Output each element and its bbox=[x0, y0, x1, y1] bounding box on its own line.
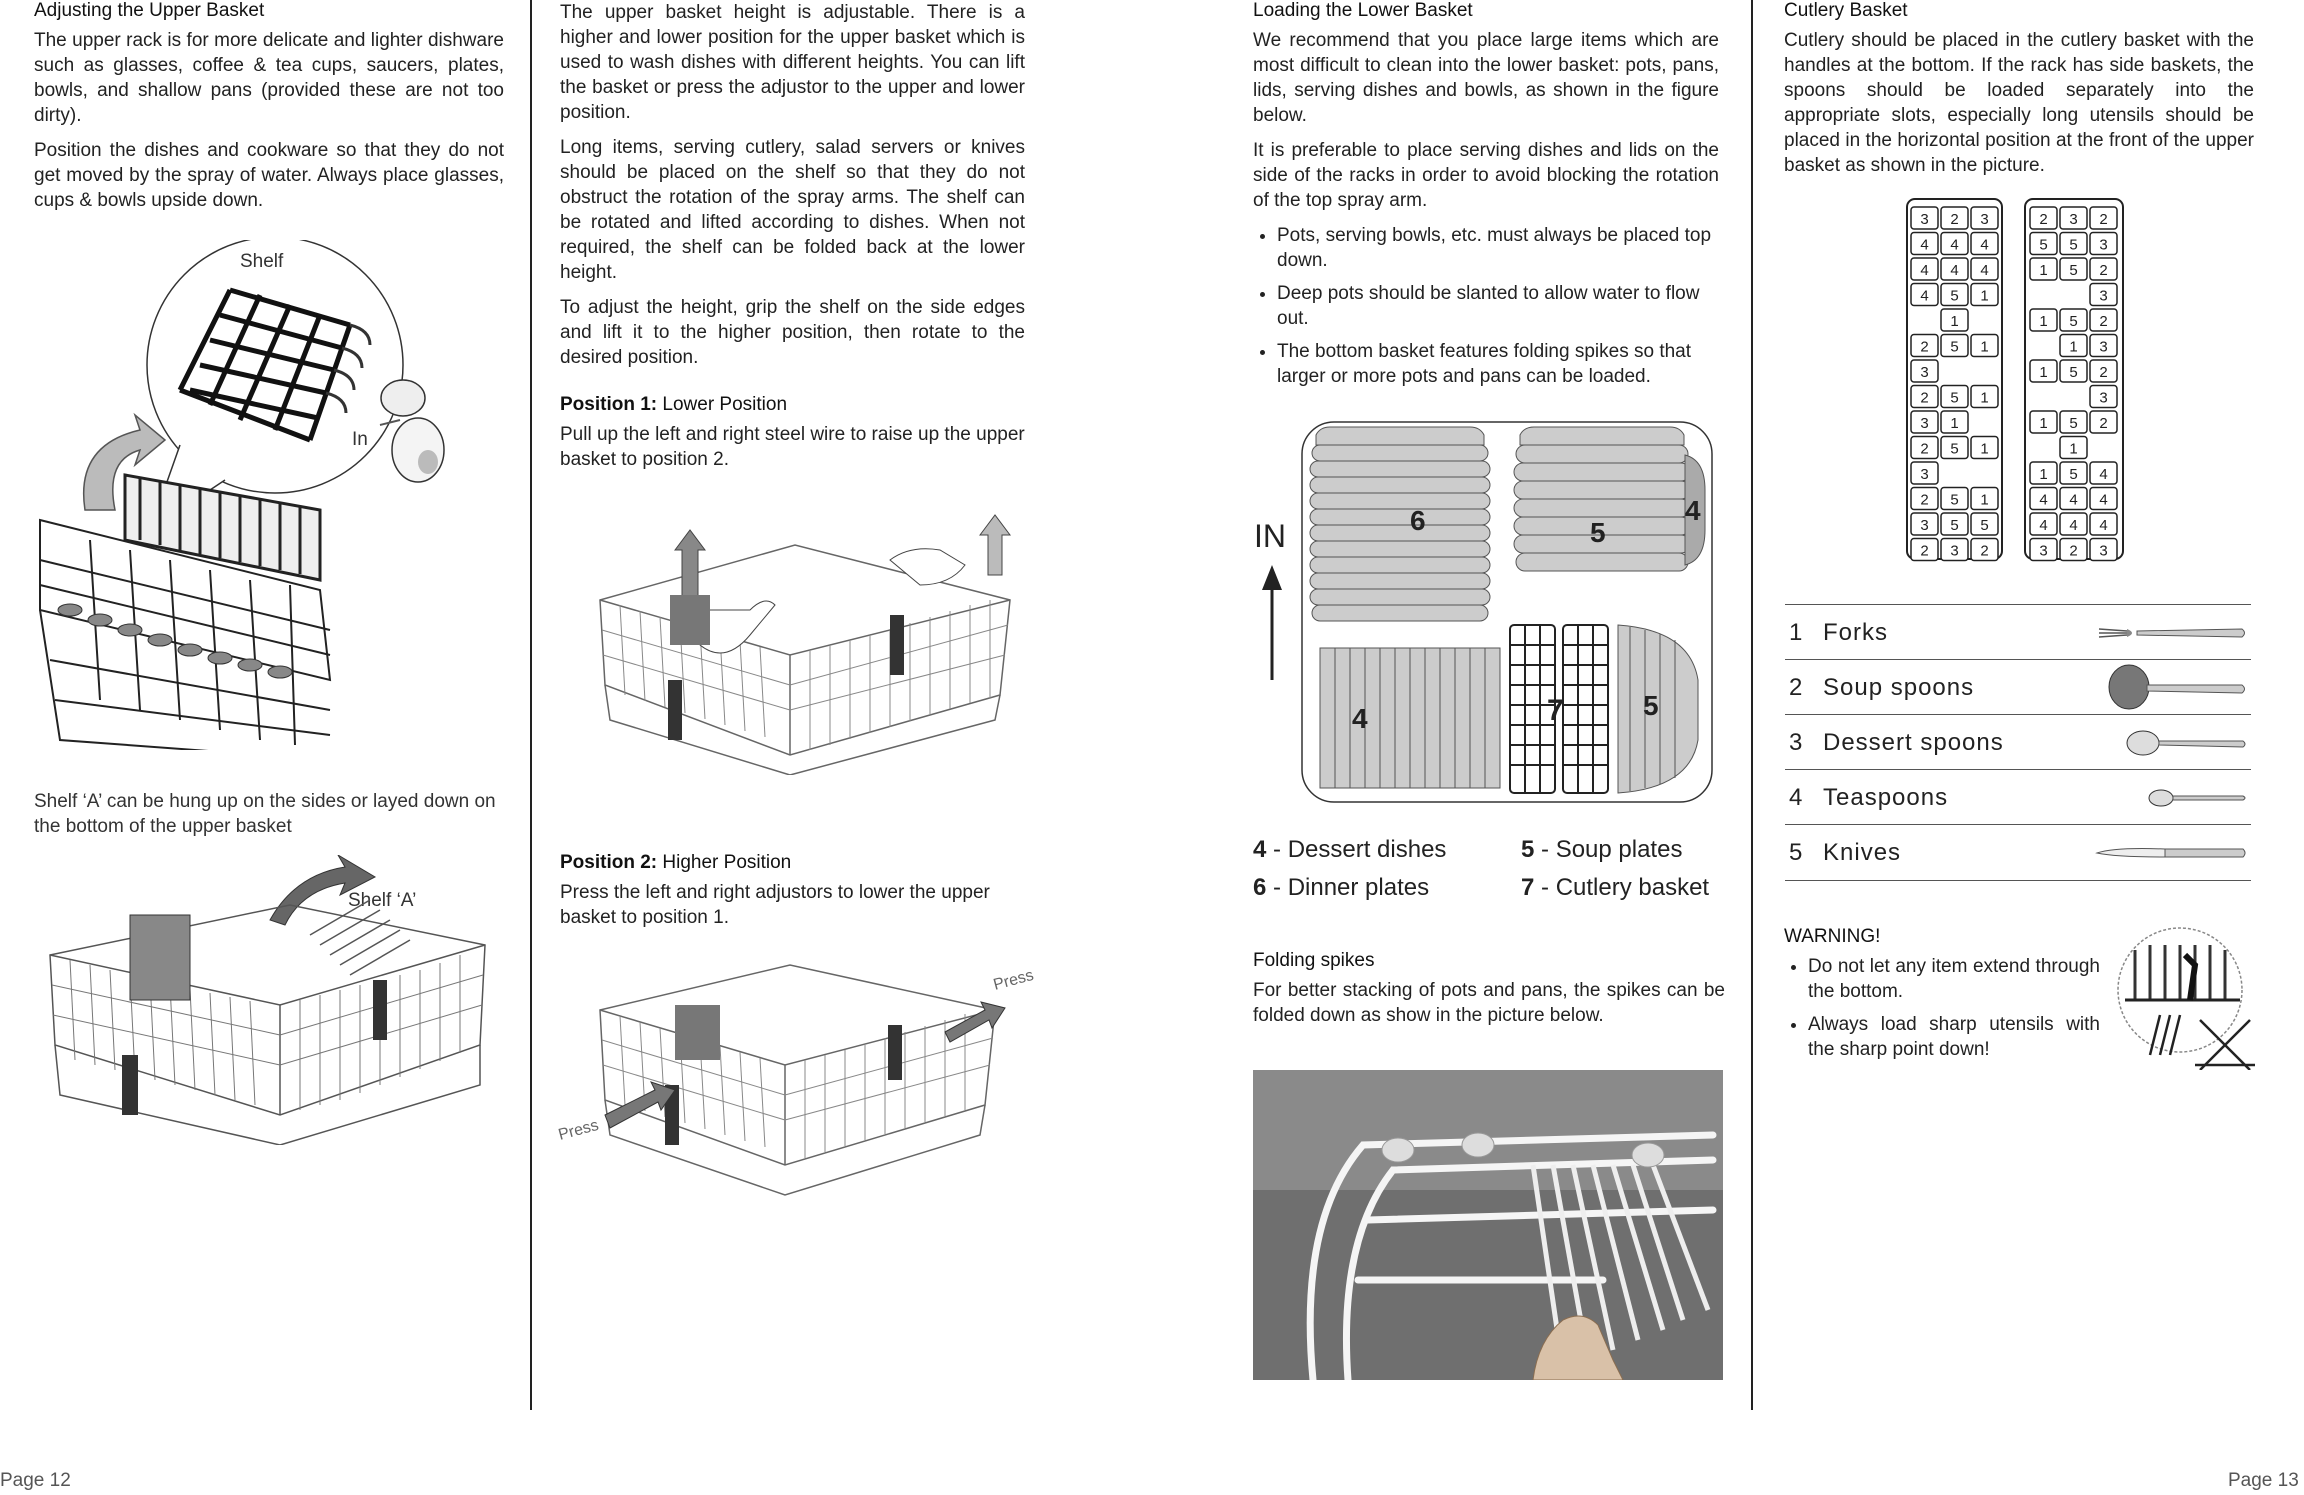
caption-text: Shelf ‘A’ can be hung up on the sides or layed down on the bottom of the upper basket bbox=[34, 791, 496, 837]
para-cutlery: Cutlery should be placed in the cutlery basket with the handles at the bottom. If the rack has side baskets, the spoons should be loaded separately into the appropriate slots, especially long utensils should be placed in the horizontal position at the front of the upper basket as shown in the picture. bbox=[1784, 30, 2254, 176]
basket-cell-label: 4 bbox=[1950, 236, 1959, 254]
shelf-a-illustration bbox=[40, 855, 500, 1145]
basket-cell-label: 4 bbox=[2069, 491, 2078, 509]
column-2 bbox=[560, 0, 1025, 482]
basket-cell-label: 2 bbox=[1950, 211, 1959, 228]
legend-dessert-dishes bbox=[1253, 836, 1446, 864]
basket-cell-label: 3 bbox=[1980, 211, 1989, 228]
para-adjust-height: To adjust the height, grip the shelf on the side edges and lift it to the higher position, then rotate to the desired position. bbox=[560, 297, 1025, 368]
warning-item: • Always load sharp utensils with the sharp point down! bbox=[1808, 1012, 2100, 1062]
cutlery-num: 5 bbox=[1789, 839, 1804, 866]
legend-num: 4 bbox=[1253, 836, 1267, 863]
legend-text: - Soup plates bbox=[1534, 836, 1683, 863]
cutlery-row-teaspoons bbox=[1785, 769, 2251, 825]
basket-cell-label: 4 bbox=[2069, 517, 2078, 534]
basket-cell-label: 4 bbox=[1920, 287, 1929, 305]
basket-shelf-illustration bbox=[30, 240, 500, 750]
basket-cell-label: 3 bbox=[2069, 211, 2078, 228]
position-1-heading bbox=[560, 394, 1025, 416]
basket-cell-label: 3 bbox=[2099, 287, 2108, 305]
basket-cell-label: 4 bbox=[2039, 517, 2048, 534]
basket-cell-label: 3 bbox=[1950, 542, 1959, 560]
para-large-items: We recommend that you place large items which are most difficult to clean into the lower basket: pots, pans, lids, serving dishes and bowls, as shown in the figure below. bbox=[1253, 30, 1719, 126]
basket-cell-label: 5 bbox=[2069, 262, 2078, 279]
basket-cell-label: 1 bbox=[2069, 440, 2078, 458]
basket-cell-label: 1 bbox=[1980, 440, 1989, 458]
position-2-illustration bbox=[555, 950, 1035, 1210]
basket-cell-label: 1 bbox=[2039, 466, 2048, 483]
basket-cell-label: 2 bbox=[1980, 542, 1989, 560]
position-2-label: Position 2: bbox=[560, 852, 658, 873]
figure-upper-basket-shelf bbox=[30, 240, 500, 750]
cutlery-num: 4 bbox=[1789, 784, 1804, 811]
basket-cell-label: 3 bbox=[1920, 415, 1929, 432]
cutlery-row-dessert-spoons bbox=[1785, 714, 2251, 770]
para-long-items: Long items, serving cutlery, salad servers or knives should be placed on the shelf so that they do not obstruct the rotation of the spray arms. The shelf can be rotated and lifted according to dishes. When not required, the shelf can be folded back at the lower height. bbox=[560, 137, 1025, 283]
shelf-label: Shelf bbox=[240, 251, 284, 272]
basket-cell-label: 1 bbox=[2039, 364, 2048, 381]
bullet-item: • The bottom basket features folding spikes so that larger or more pots and pans can be loaded. bbox=[1277, 339, 1719, 389]
cutlery-legend bbox=[1785, 604, 2251, 884]
diagram-num-7: 7 bbox=[1547, 694, 1564, 727]
basket-cell-label: 1 bbox=[2039, 313, 2048, 330]
basket-cell-label: 1 bbox=[2039, 262, 2048, 279]
cutlery-name: Soup spoons bbox=[1823, 674, 1975, 701]
para-upper-rack: The upper rack is for more delicate and lighter dishware such as glasses, coffee & tea cups, saucers, plates, bowls, and shallow pans (provided these are not too dirty). bbox=[34, 30, 504, 126]
cutlery-name: Teaspoons bbox=[1823, 784, 1949, 811]
basket-cell-label: 1 bbox=[2069, 338, 2078, 356]
shelf-a-label: Shelf ‘A’ bbox=[348, 890, 417, 911]
legend-num: 7 bbox=[1521, 874, 1535, 901]
press-label-left: Press bbox=[556, 1116, 601, 1144]
sharp-utensil-warning-icon bbox=[2115, 925, 2255, 1070]
cutlery-basket-diagram bbox=[1905, 197, 2125, 562]
basket-cell-label: 4 bbox=[1980, 262, 1989, 279]
basket-cell-label: 2 bbox=[2099, 313, 2108, 330]
basket-cell-label: 1 bbox=[1980, 338, 1989, 356]
page-number-right: Page 13 bbox=[2228, 1470, 2299, 1491]
position-2-text: Press the left and right adjustors to lower the upper basket to position 1. bbox=[560, 882, 990, 928]
folding-spikes-heading: Folding spikes bbox=[1253, 950, 1375, 971]
figure-position-2 bbox=[555, 950, 1035, 1210]
basket-cell-label: 4 bbox=[2099, 491, 2108, 509]
figure-shelf-a-basket bbox=[40, 855, 500, 1145]
position-1-label: Position 1: bbox=[560, 394, 658, 415]
basket-cell-label: 4 bbox=[2039, 491, 2048, 509]
legend-dinner-plates bbox=[1253, 874, 1429, 902]
basket-cell-label: 5 bbox=[1980, 517, 1989, 534]
legend-num: 5 bbox=[1521, 836, 1535, 863]
basket-cell-label: 2 bbox=[2099, 415, 2108, 432]
press-label-right: Press bbox=[991, 966, 1035, 994]
basket-cell-label: 4 bbox=[2099, 466, 2108, 483]
cutlery-name: Dessert spoons bbox=[1823, 729, 2004, 756]
basket-cell-label: 2 bbox=[2039, 211, 2048, 228]
basket-cell-label: 3 bbox=[1920, 466, 1929, 483]
cutlery-num: 1 bbox=[1789, 619, 1804, 646]
page-divider-right bbox=[1751, 0, 1753, 1410]
legend-num: 6 bbox=[1253, 874, 1267, 901]
cutlery-row-knives bbox=[1785, 824, 2251, 881]
warning-item: • Do not let any item extend through the bottom. bbox=[1808, 954, 2100, 1004]
legend-text: - Dessert dishes bbox=[1266, 836, 1447, 863]
page-number-left: Page 12 bbox=[0, 1470, 71, 1491]
column-4 bbox=[1784, 0, 2254, 188]
basket-cell-label: 2 bbox=[2099, 211, 2108, 228]
teaspoon-icon bbox=[2147, 786, 2247, 810]
warning-list bbox=[1784, 954, 2100, 1062]
legend-cutlery-basket bbox=[1521, 874, 1709, 902]
column-3 bbox=[1253, 0, 1719, 397]
para-serving-dishes: It is preferable to place serving dishes and lids on the side of the racks in order to avoid blocking the rotation of the top spray arm. bbox=[1253, 140, 1719, 211]
figure-position-1 bbox=[590, 505, 1020, 775]
basket-cell-label: 5 bbox=[1950, 389, 1959, 407]
folding-spikes-block bbox=[1253, 950, 1725, 1038]
lower-basket-bullets bbox=[1253, 223, 1719, 389]
diagram-num-4-right: 4 bbox=[1685, 495, 1701, 526]
position-1-title: Lower Position bbox=[657, 394, 788, 415]
legend-text: - Dinner plates bbox=[1266, 874, 1430, 901]
bullet-item: • Deep pots should be slanted to allow water to flow out. bbox=[1277, 281, 1719, 331]
caption-shelf-a bbox=[34, 789, 514, 849]
heading-loading-lower-basket: Loading the Lower Basket bbox=[1253, 0, 1473, 21]
bullet-item: • Pots, serving bowls, etc. must always be placed top down. bbox=[1277, 223, 1719, 273]
page-divider-left bbox=[530, 0, 532, 1410]
warning-block bbox=[1784, 926, 2100, 1070]
basket-cell-label: 4 bbox=[1920, 236, 1929, 254]
basket-cell-label: 3 bbox=[2099, 542, 2108, 560]
basket-cell-label: 4 bbox=[2099, 517, 2108, 534]
basket-cell-label: 1 bbox=[1980, 287, 1989, 305]
basket-cell-label: 2 bbox=[2069, 542, 2078, 560]
basket-cell-label: 4 bbox=[1920, 262, 1929, 279]
basket-cell-label: 2 bbox=[1920, 440, 1929, 458]
basket-cell-label: 5 bbox=[2069, 236, 2078, 254]
diagram-num-6: 6 bbox=[1410, 505, 1426, 536]
basket-cell-label: 1 bbox=[1950, 313, 1959, 330]
para-position-dishes: Position the dishes and cookware so that they do not get moved by the spray of water. Always place glasses, cups & bowls upside down. bbox=[34, 140, 504, 211]
column-1 bbox=[34, 0, 504, 223]
para-basket-adjustable: The upper basket height is adjustable. There is a higher and lower position for the upper basket which is used to wash dishes with different heights. You can lift the basket or press the adjustor to the upper and lower position. bbox=[560, 2, 1025, 123]
heading-adjusting-upper-basket: Adjusting the Upper Basket bbox=[34, 0, 265, 21]
diagram-num-5-bottom: 5 bbox=[1643, 690, 1659, 721]
basket-cell-label: 5 bbox=[1950, 338, 1959, 356]
diagram-num-4-left: 4 bbox=[1352, 703, 1368, 734]
folding-spikes-text: For better stacking of pots and pans, the spikes can be folded down as show in the picture below. bbox=[1253, 980, 1725, 1026]
cutlery-num: 3 bbox=[1789, 729, 1804, 756]
basket-cell-label: 5 bbox=[2069, 364, 2078, 381]
basket-cell-label: 2 bbox=[1920, 491, 1929, 509]
fork-icon bbox=[2097, 621, 2247, 645]
position-2-heading bbox=[560, 852, 1025, 874]
basket-cell-label: 5 bbox=[2069, 466, 2078, 483]
basket-cell-label: 5 bbox=[1950, 440, 1959, 458]
legend-soup-plates bbox=[1521, 836, 1682, 864]
basket-cell-label: 1 bbox=[2039, 415, 2048, 432]
cutlery-basket-svg bbox=[1905, 197, 2125, 562]
soup-spoon-icon bbox=[2107, 663, 2247, 711]
cutlery-num: 2 bbox=[1789, 674, 1804, 701]
basket-cell-label: 1 bbox=[1980, 491, 1989, 509]
cutlery-name: Knives bbox=[1823, 839, 1902, 866]
position-2-block bbox=[560, 852, 1025, 940]
in-label: IN bbox=[1254, 518, 1286, 554]
basket-cell-label: 3 bbox=[2099, 338, 2108, 356]
basket-cell-label: 5 bbox=[2039, 236, 2048, 254]
basket-cell-label: 3 bbox=[1920, 364, 1929, 381]
basket-cell-label: 5 bbox=[1950, 287, 1959, 305]
basket-cell-label: 3 bbox=[1920, 211, 1929, 228]
basket-cell-label: 3 bbox=[2039, 542, 2048, 560]
basket-cell-label: 1 bbox=[1980, 389, 1989, 407]
basket-cell-label: 1 bbox=[1950, 415, 1959, 432]
cutlery-row-soup-spoons bbox=[1785, 659, 2251, 715]
basket-cell-label: 2 bbox=[2099, 262, 2108, 279]
basket-cell-label: 4 bbox=[1980, 236, 1989, 254]
basket-cell-label: 5 bbox=[2069, 313, 2078, 330]
position-2-title: Higher Position bbox=[657, 852, 792, 873]
heading-cutlery-basket: Cutlery Basket bbox=[1784, 0, 1908, 21]
lower-basket-diagram bbox=[1250, 420, 1720, 805]
knife-icon bbox=[2095, 843, 2247, 863]
basket-cell-label: 3 bbox=[1920, 517, 1929, 534]
basket-cell-label: 3 bbox=[2099, 389, 2108, 407]
basket-cell-label: 3 bbox=[2099, 236, 2108, 254]
lower-basket-svg bbox=[1250, 420, 1720, 805]
basket-cell-label: 2 bbox=[2099, 364, 2108, 381]
cutlery-row-forks bbox=[1785, 604, 2251, 660]
position-1-text: Pull up the left and right steel wire to raise up the upper basket to position 2. bbox=[560, 424, 1025, 470]
basket-cell-label: 2 bbox=[1920, 389, 1929, 407]
cutlery-name: Forks bbox=[1823, 619, 1888, 646]
warning-illustration bbox=[2115, 925, 2255, 1070]
basket-cell-label: 5 bbox=[1950, 517, 1959, 534]
position-1-illustration bbox=[590, 505, 1020, 775]
folding-spikes-photo-svg bbox=[1253, 1070, 1723, 1380]
diagram-num-5-top: 5 bbox=[1590, 517, 1606, 548]
warning-title: WARNING! bbox=[1784, 926, 1881, 947]
legend-text: - Cutlery basket bbox=[1534, 874, 1710, 901]
in-label: In bbox=[352, 429, 368, 450]
basket-cell-label: 5 bbox=[2069, 415, 2078, 432]
basket-cell-label: 4 bbox=[1950, 262, 1959, 279]
basket-cell-label: 2 bbox=[1920, 542, 1929, 560]
folding-spikes-photo bbox=[1253, 1070, 1723, 1380]
basket-cell-label: 2 bbox=[1920, 338, 1929, 356]
dessert-spoon-icon bbox=[2125, 727, 2247, 759]
basket-cell-label: 5 bbox=[1950, 491, 1959, 509]
